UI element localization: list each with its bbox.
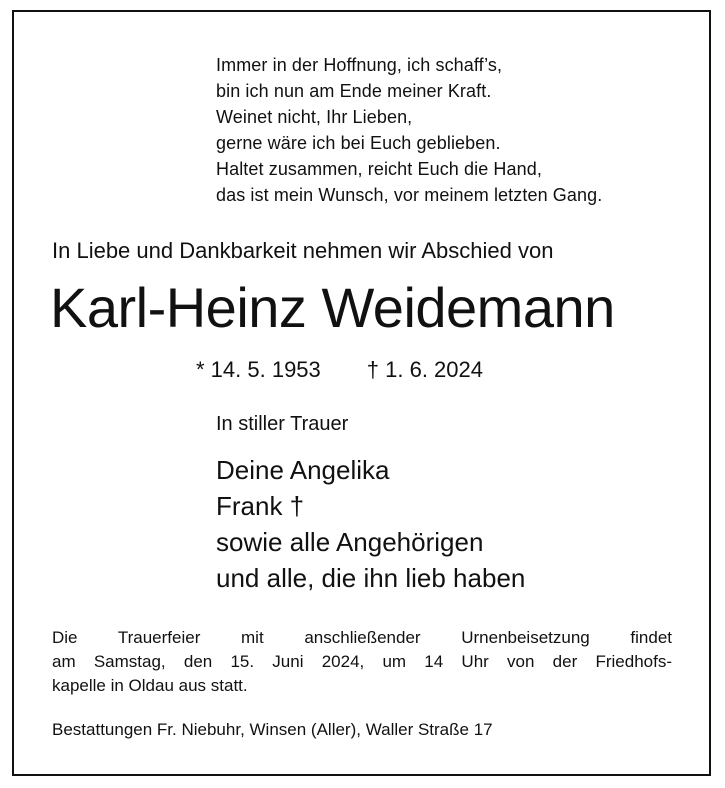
life-dates — [196, 356, 483, 384]
mourners-list — [216, 452, 525, 596]
poem-line: Haltet zusammen, reicht Euch die Hand, — [216, 159, 542, 179]
funeral-notice-line: Die Trauerfeier mit anschließender Urnenbeisetzung findet — [52, 628, 672, 647]
funeral-notice — [52, 626, 672, 698]
poem — [216, 52, 602, 208]
mourner-item: Deine Angelika — [216, 455, 390, 485]
farewell-intro: In Liebe und Dankbarkeit nehmen wir Abschied von — [52, 238, 554, 263]
deceased-name: Karl-Heinz Weidemann — [50, 276, 615, 339]
funeral-notice-line: am Samstag, den 15. Juni 2024, um 14 Uhr von der Friedhofs- — [52, 652, 672, 671]
mourner-item: sowie alle Angehörigen — [216, 527, 484, 557]
mourner-item: Frank † — [216, 491, 305, 521]
birth-date: * 14. 5. 1953 — [196, 357, 321, 382]
undertaker-info: Bestattungen Fr. Niebuhr, Winsen (Aller), Waller Straße 17 — [52, 720, 493, 739]
poem-line: gerne wäre ich bei Euch geblieben. — [216, 133, 501, 153]
mourning-line: In stiller Trauer — [216, 413, 349, 435]
poem-line: das ist mein Wunsch, vor meinem letzten Gang. — [216, 185, 603, 205]
mourner-item: und alle, die ihn lieb haben — [216, 563, 526, 593]
poem-line: Weinet nicht, Ihr Lieben, — [216, 107, 413, 127]
poem-line: Immer in der Hoffnung, ich schaff’s, — [216, 55, 503, 75]
poem-line: bin ich nun am Ende meiner Kraft. — [216, 81, 492, 101]
funeral-notice-line: kapelle in Oldau aus statt. — [52, 676, 248, 695]
death-date: † 1. 6. 2024 — [366, 357, 483, 382]
